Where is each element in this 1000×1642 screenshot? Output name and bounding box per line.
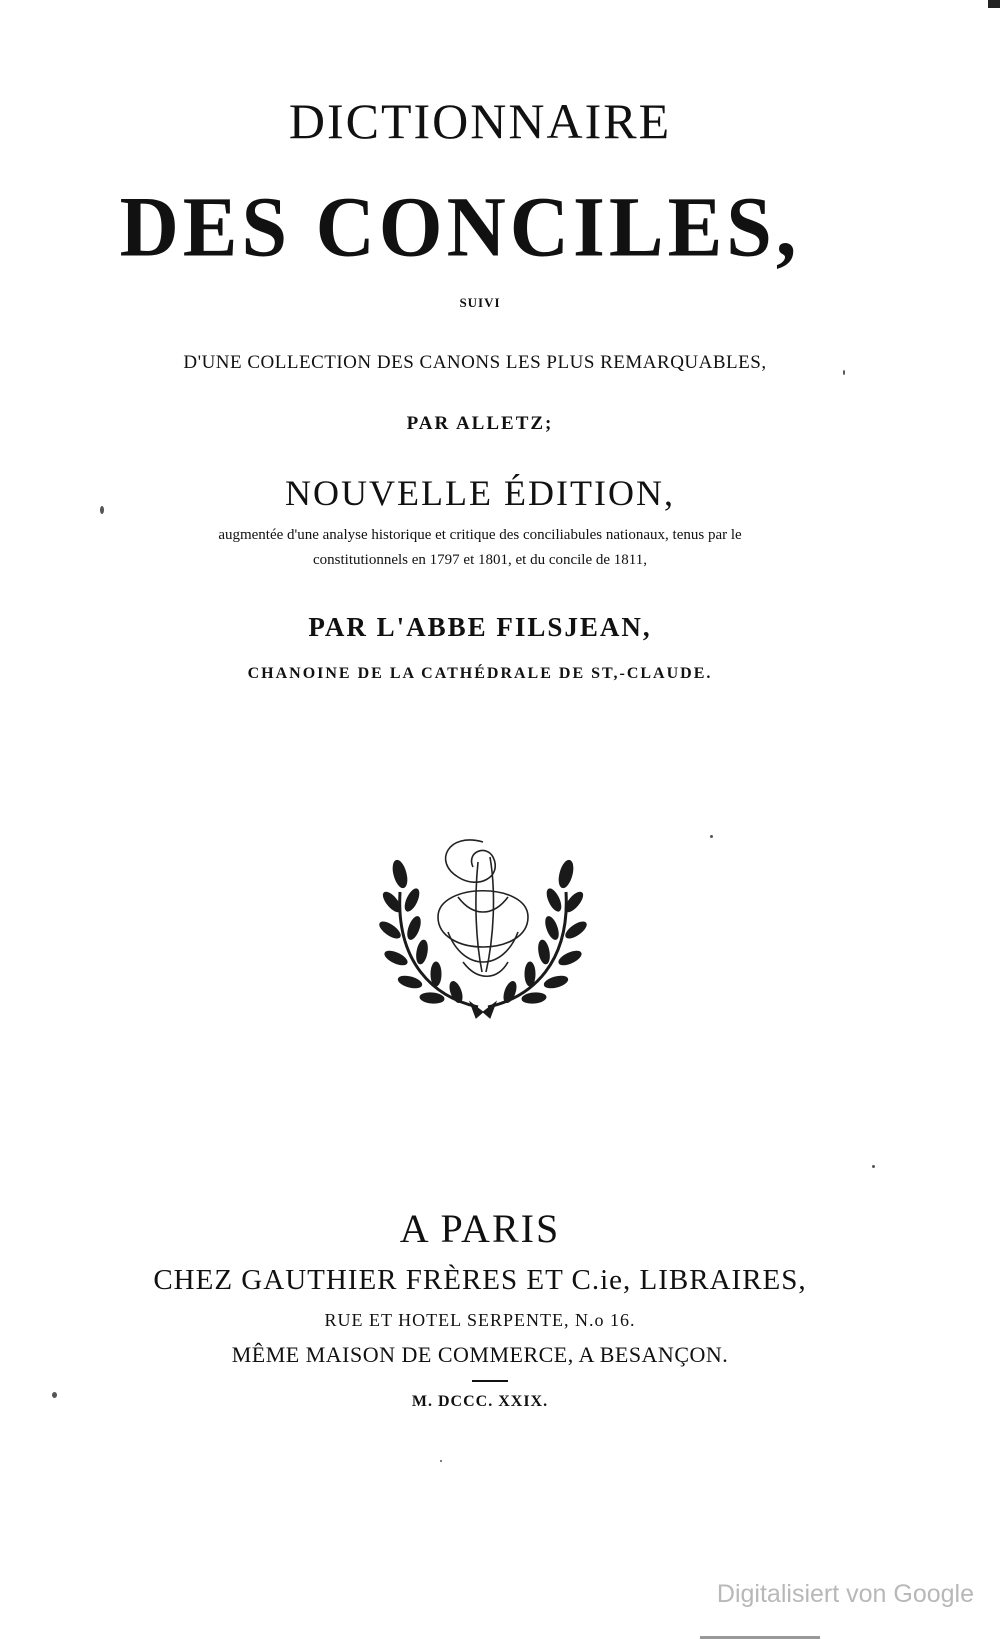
title-line-1: DICTIONNAIRE [288, 93, 672, 149]
imprint-date: M. DCCC. XXIX. [411, 1393, 549, 1410]
suivi-label: SUIVI [459, 295, 501, 310]
digitization-watermark: Digitalisiert von Google [716, 1580, 974, 1608]
monogram-wreath-icon [378, 822, 588, 1022]
imprint-second-house: MÊME MAISON DE COMMERCE, A BESANÇON. [231, 1342, 729, 1367]
title-line-2: DES CONCILES, [119, 178, 801, 275]
scan-speck [710, 835, 713, 838]
scan-corner-mark [988, 0, 1000, 8]
scan-bottom-edge [700, 1636, 820, 1639]
author-title-line: CHANOINE DE LA CATHÉDRALE DE ST,-CLAUDE. [247, 665, 713, 682]
imprint-publisher: CHEZ GAUTHIER FRÈRES ET C.ie, LIBRAIRES, [153, 1264, 807, 1296]
augmentation-line-2: constitutionnels en 1797 et 1801, et du concile de 1811, [313, 552, 647, 568]
augmentation-line-1: augmentée d'une analyse historique et critique des conciliabules nationaux, tenus par le [218, 527, 742, 543]
scan-speck [52, 1392, 57, 1398]
scan-speck [100, 506, 104, 514]
imprint-divider [472, 1380, 508, 1382]
original-author-line: PAR ALLETZ; [406, 413, 554, 434]
collection-line: D'UNE COLLECTION DES CANONS LES PLUS REMARQUABLES, [183, 352, 767, 373]
author-line: PAR L'ABBE FILSJEAN, [308, 612, 652, 642]
imprint-city: A PARIS [399, 1206, 561, 1251]
scan-speck [440, 1460, 442, 1462]
imprint-address: RUE ET HOTEL SERPENTE, N.o 16. [324, 1310, 636, 1330]
scan-speck [843, 370, 845, 375]
edition-line: NOUVELLE ÉDITION, [285, 473, 675, 513]
scan-speck [872, 1165, 875, 1168]
